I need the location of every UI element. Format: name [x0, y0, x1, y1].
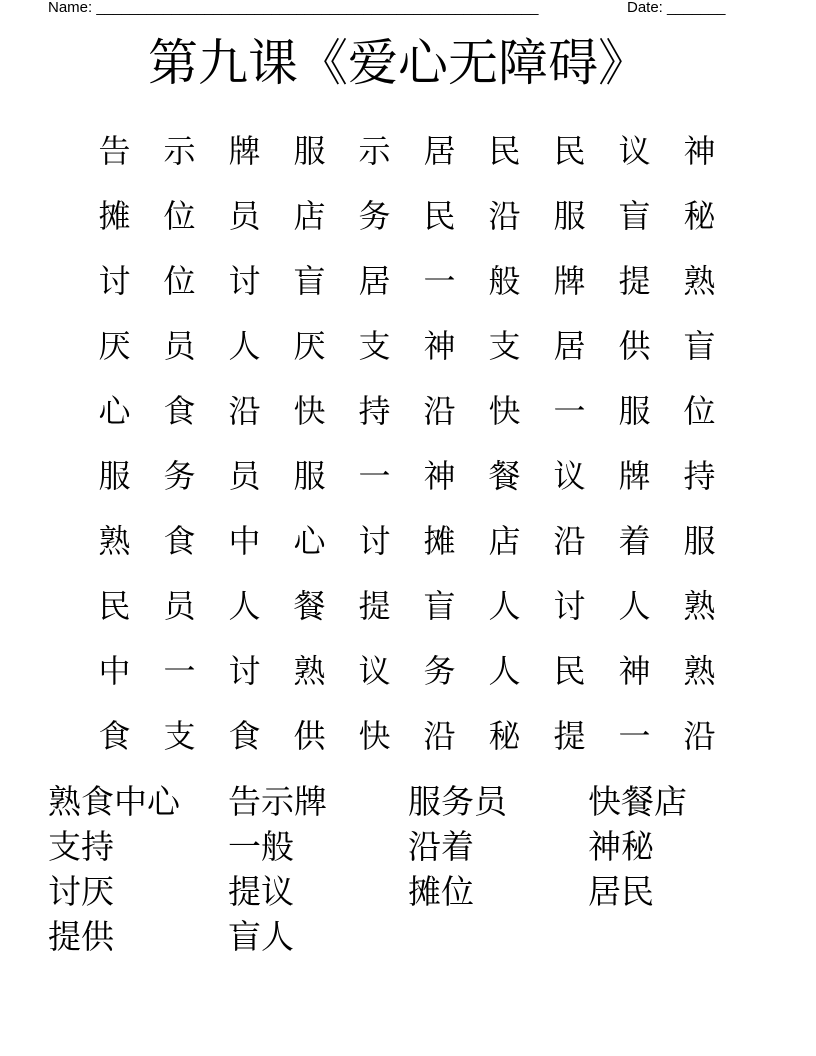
word-list-item: 神秘 [588, 827, 654, 866]
grid-cell: 厌 [293, 326, 326, 365]
grid-cell: 服 [553, 196, 586, 235]
word-list-item: 摊位 [408, 872, 474, 911]
grid-cell: 牌 [618, 456, 651, 495]
grid-cell: 神 [423, 456, 456, 495]
grid-cell: 务 [163, 456, 196, 495]
grid-cell: 沿 [423, 391, 456, 430]
grid-cell: 牌 [228, 131, 261, 170]
grid-cell: 心 [98, 391, 131, 430]
word-list-item: 讨厌 [48, 872, 114, 911]
grid-cell: 居 [358, 261, 391, 300]
word-list-item: 一般 [228, 827, 294, 866]
grid-cell: 沿 [228, 391, 261, 430]
grid-cell: 人 [228, 586, 261, 625]
grid-cell: 民 [98, 586, 131, 625]
grid-cell: 位 [163, 261, 196, 300]
word-list-item: 提议 [228, 872, 294, 911]
grid-cell: 讨 [228, 651, 261, 690]
grid-cell: 沿 [423, 716, 456, 755]
grid-cell: 讨 [98, 261, 131, 300]
grid-cell: 食 [163, 391, 196, 430]
grid-cell: 一 [358, 456, 391, 495]
grid-cell: 食 [228, 716, 261, 755]
word-list-item: 居民 [588, 872, 654, 911]
grid-cell: 一 [163, 651, 196, 690]
word-list [48, 779, 768, 959]
grid-cell: 盲 [618, 196, 651, 235]
grid-cell: 沿 [553, 521, 586, 560]
grid-cell: 位 [163, 196, 196, 235]
grid-cell: 着 [618, 521, 651, 560]
grid-cell: 居 [553, 326, 586, 365]
grid-cell: 摊 [423, 521, 456, 560]
grid-cell: 供 [293, 716, 326, 755]
grid-cell: 牌 [553, 261, 586, 300]
grid-cell: 一 [553, 391, 586, 430]
grid-cell: 民 [553, 131, 586, 170]
grid-cell: 服 [618, 391, 651, 430]
grid-cell: 心 [293, 521, 326, 560]
grid-cell: 服 [293, 131, 326, 170]
grid-cell: 支 [488, 326, 521, 365]
grid-cell: 餐 [488, 456, 521, 495]
grid-cell: 餐 [293, 586, 326, 625]
grid-cell: 神 [423, 326, 456, 365]
grid-cell: 讨 [358, 521, 391, 560]
grid-cell: 提 [553, 716, 586, 755]
grid-cell: 持 [683, 456, 716, 495]
grid-cell: 服 [293, 456, 326, 495]
word-list-item: 盲人 [228, 917, 294, 956]
grid-cell: 熟 [683, 586, 716, 625]
grid-cell: 务 [358, 196, 391, 235]
word-list-item: 沿着 [408, 827, 474, 866]
grid-cell: 摊 [98, 196, 131, 235]
grid-cell: 示 [358, 131, 391, 170]
grid-cell: 支 [358, 326, 391, 365]
grid-cell: 员 [163, 326, 196, 365]
grid-cell: 员 [228, 196, 261, 235]
grid-cell: 熟 [683, 261, 716, 300]
grid-cell: 位 [683, 391, 716, 430]
grid-cell: 议 [618, 131, 651, 170]
grid-cell: 盲 [293, 261, 326, 300]
grid-cell: 示 [163, 131, 196, 170]
grid-cell: 熟 [98, 521, 131, 560]
grid-cell: 支 [163, 716, 196, 755]
grid-cell: 店 [293, 196, 326, 235]
grid-cell: 食 [98, 716, 131, 755]
name-field-line: Name: _____________________________________________________ [48, 0, 539, 16]
grid-cell: 一 [618, 716, 651, 755]
grid-cell: 秘 [683, 196, 716, 235]
grid-cell: 服 [683, 521, 716, 560]
grid-cell: 快 [358, 716, 391, 755]
grid-cell: 议 [358, 651, 391, 690]
grid-cell: 中 [228, 521, 261, 560]
word-list-item: 告示牌 [228, 782, 327, 821]
grid-cell: 民 [423, 196, 456, 235]
grid-cell: 秘 [488, 716, 521, 755]
grid-cell: 厌 [98, 326, 131, 365]
grid-cell: 讨 [228, 261, 261, 300]
word-list-item: 提供 [48, 917, 114, 956]
grid-cell: 居 [423, 131, 456, 170]
grid-cell: 熟 [683, 651, 716, 690]
grid-cell: 盲 [423, 586, 456, 625]
grid-cell: 一 [423, 261, 456, 300]
grid-cell: 沿 [488, 196, 521, 235]
date-field-line: Date: _______ [627, 0, 726, 16]
grid-cell: 提 [618, 261, 651, 300]
word-list-item: 快餐店 [588, 782, 687, 821]
worksheet-title: 第九课《爱心无障碍》 [148, 34, 648, 92]
grid-cell: 般 [488, 261, 521, 300]
grid-cell: 神 [683, 131, 716, 170]
word-list-item: 支持 [48, 827, 114, 866]
grid-cell: 人 [618, 586, 651, 625]
grid-cell: 人 [488, 586, 521, 625]
grid-cell: 盲 [683, 326, 716, 365]
grid-cell: 供 [618, 326, 651, 365]
grid-cell: 中 [98, 651, 131, 690]
grid-cell: 告 [98, 131, 131, 170]
grid-cell: 民 [488, 131, 521, 170]
grid-cell: 神 [618, 651, 651, 690]
grid-cell: 人 [488, 651, 521, 690]
word-search-grid [82, 118, 732, 768]
grid-cell: 持 [358, 391, 391, 430]
grid-cell: 店 [488, 521, 521, 560]
grid-cell: 讨 [553, 586, 586, 625]
grid-cell: 快 [293, 391, 326, 430]
word-list-item: 服务员 [408, 782, 507, 821]
word-list-item: 熟食中心 [48, 782, 180, 821]
grid-cell: 提 [358, 586, 391, 625]
grid-cell: 沿 [683, 716, 716, 755]
grid-cell: 民 [553, 651, 586, 690]
grid-cell: 快 [488, 391, 521, 430]
grid-cell: 熟 [293, 651, 326, 690]
grid-cell: 服 [98, 456, 131, 495]
grid-cell: 员 [163, 586, 196, 625]
grid-cell: 员 [228, 456, 261, 495]
grid-cell: 人 [228, 326, 261, 365]
grid-cell: 议 [553, 456, 586, 495]
grid-cell: 食 [163, 521, 196, 560]
grid-cell: 务 [423, 651, 456, 690]
